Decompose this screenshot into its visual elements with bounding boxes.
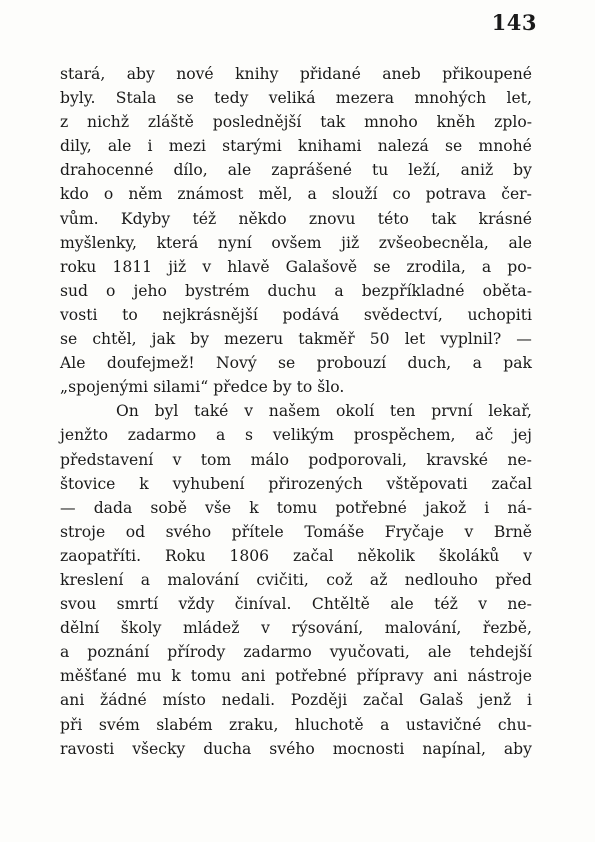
text-line: On byl také v našem okolí ten první lekař, [116,402,532,421]
text-line: jenžto zadarmo a s velikým prospěchem, ač jej [60,426,532,445]
text-line: ani žádné místo nedali. Později začal Galaš jenž i [60,691,532,710]
text-line: vosti to nejkrásnější podává svědectví, uchopiti [60,305,532,324]
text-line: kdo o něm známost měl, a slouží co potrava čer- [60,185,532,204]
text-line: sud o jeho bystrém duchu a bezpříkladné oběta- [60,281,532,300]
text-line: při svém slabém zraku, hluchotě a ustavičné chu- [60,715,532,734]
text-line: myšlenky, která nyní ovšem již zvšeobecněla, ale [60,233,532,252]
text-line: drahocenné dílo, ale zaprášené tu leží, aniž by [60,161,532,180]
text-line: byly. Stala se tedy veliká mezera mnohých let, [60,89,532,108]
text-line: kreslení a malování cvičiti, což až nedlouho před [60,570,532,589]
text-line: stroje od svého přítele Tomáše Fryčaje v Brně [60,522,532,541]
text-line: Ale doufejmež! Nový se probouzí duch, a pak [60,354,532,373]
text-line: — dada sobě vše k tomu potřebné jakož i ná- [60,498,532,517]
text-line: svou smrtí vždy činíval. Chtěltě ale též v ne- [60,595,532,614]
page-number: 143 [491,10,537,35]
text-line: dily, ale i mezi starými knihami nalezá se mnohé [60,137,532,156]
text-line: zaopatříti. Roku 1806 začal několik školáků v [60,546,532,565]
text-line: z nichž zláště poslednější tak mnoho kněh zplo- [60,113,532,132]
text-line: představení v tom málo podporovali, kravské ne- [60,450,532,469]
text-line: a poznání přírody zadarmo vyučovati, ale tehdejší [60,643,532,662]
text-line: ravosti všecky ducha svého mocnosti napínal, aby [60,739,532,758]
text-line: dělní školy mládež v rýsování, malování, řezbě, [60,619,532,638]
text-line: „spojenými silami“ předce by to šlo. [60,378,345,397]
text-line: roku 1811 již v hlavě Galašově se zrodila, a po- [60,257,532,276]
text-line: stará, aby nové knihy přidané aneb přikoupené [60,65,532,83]
text-line: štovice k vyhubení přirozených vštěpovati začal [60,474,532,493]
text-line: měšťané mu k tomu ani potřebné přípravy ani nástroje [60,667,532,686]
text-line: se chtěl, jak by mezeru takměř 50 let vyplnil? — [60,330,532,349]
body-text [60,62,532,761]
text-line: vům. Kdyby též někdo znovu této tak krásné [60,209,532,228]
